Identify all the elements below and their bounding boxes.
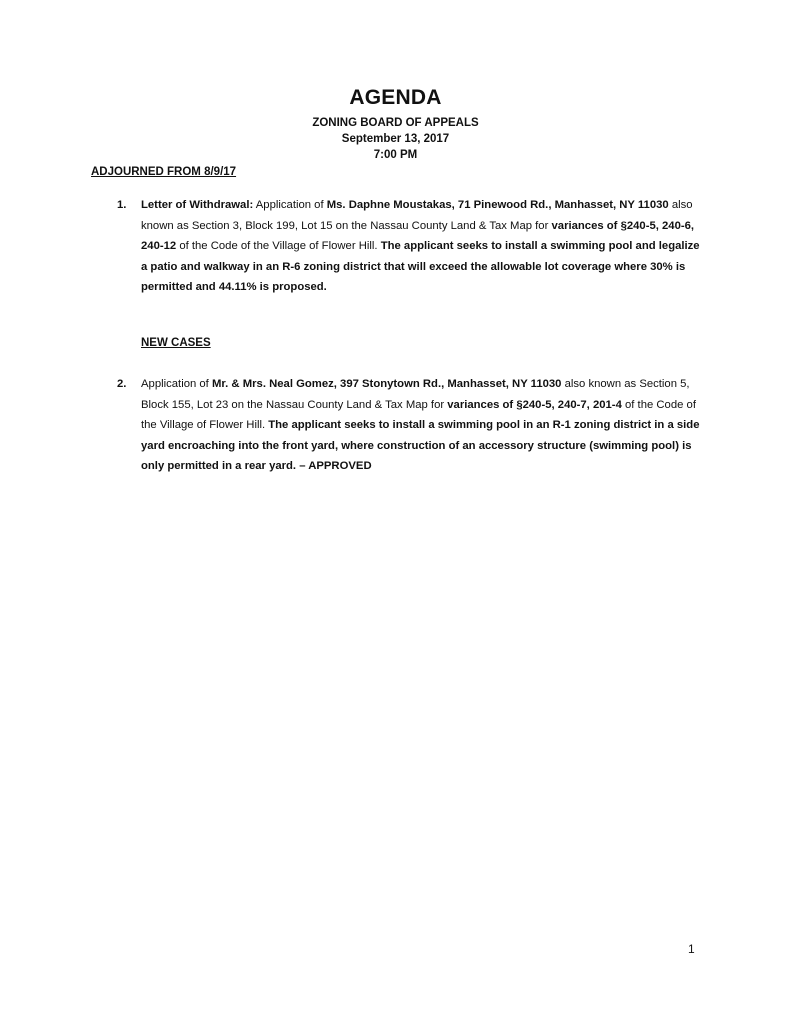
agenda-item-2 (117, 374, 707, 477)
variances-text: variances of §240-5, 240-6, 240-12 (141, 219, 695, 252)
request-text: The applicant seeks to install a swimming pool in an R-1 zoning district in a side yard encroaching into the front yard, where construction of an accessory structure (swimming pool) is only permitted in a rear yard. – APPROVED (141, 419, 700, 472)
adjourned-heading: ADJOURNED FROM 8/9/17 (91, 166, 237, 178)
withdrawal-label: Letter of Withdrawal: (141, 199, 254, 211)
item-text-part: also known as Section 3, Block 199, Lot 15 on the Nassau County Land & Tax Map for (141, 199, 693, 232)
board-name: ZONING BOARD OF APPEALS (312, 117, 479, 129)
item-text-part: of the Code of the Village of Flower Hill. (141, 398, 696, 431)
item-text-part: Application of (141, 378, 212, 390)
item-text-part: of the Code of the Village of Flower Hill. (176, 240, 381, 252)
variances-text: variances of §240-5, 240-7, 201-4 (447, 398, 622, 411)
page-number: 1 (688, 942, 695, 956)
item-number: 1. (117, 199, 127, 211)
request-text: The applicant seeks to install a swimming pool and legalize a patio and walkway in an R-6 zoning district that will exceed the allowable lot coverage where 30% is permitted and 44.11% is proposed. (141, 240, 700, 293)
item-text-part: Application of (253, 199, 327, 211)
item-number: 2. (117, 378, 127, 390)
item-text (141, 374, 707, 477)
meeting-date: September 13, 2017 (341, 133, 450, 145)
new-cases-heading: NEW CASES (141, 337, 211, 349)
item-text (141, 195, 707, 298)
agenda-item-1 (117, 195, 707, 298)
meeting-time: 7:00 PM (373, 149, 418, 161)
applicant-name: Ms. Daphne Moustakas, 71 Pinewood Rd., Manhasset, NY 11030 (326, 199, 669, 211)
agenda-title: AGENDA (349, 86, 442, 109)
applicant-name: Mr. & Mrs. Neal Gomez, 397 Stonytown Rd., Manhasset, NY 11030 (211, 378, 562, 390)
item-text-part: also known as Section 5, Block 155, Lot 23 on the Nassau County Land & Tax Map for (141, 378, 690, 411)
